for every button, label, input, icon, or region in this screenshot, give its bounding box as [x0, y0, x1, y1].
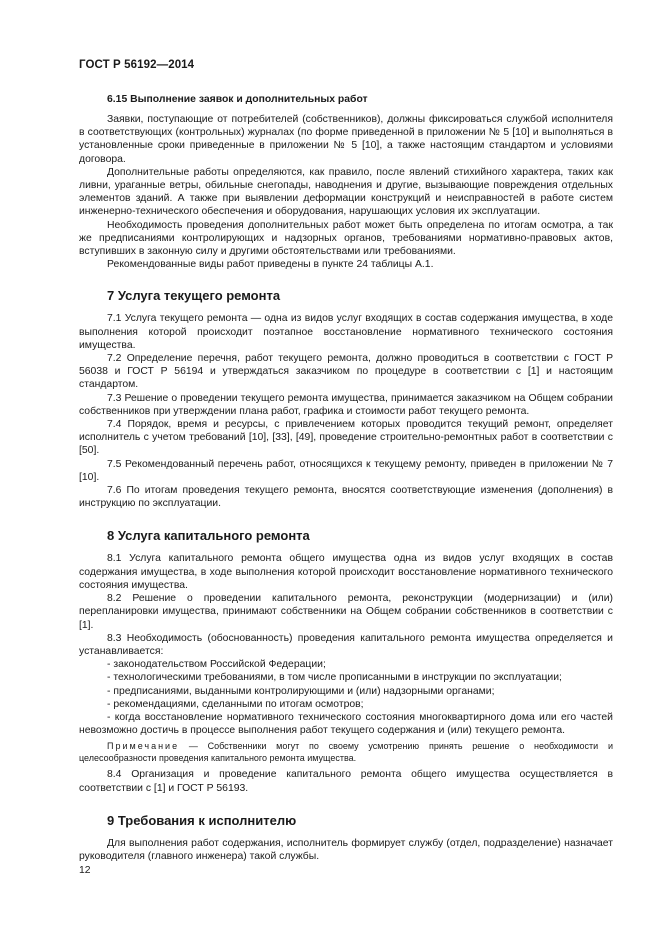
note-label: Примечание [107, 741, 180, 752]
paragraph: 7.4 Порядок, время и ресурсы, с привлечением которых проводится текущий ремонт, определяет исполнитель с учетом требований [10], [33], [49], проведение строительно-ремонтных работ в соответствии с [50]. [79, 419, 613, 457]
paragraph: 8.2 Решение о проведении капитального ремонта, реконструкции (модернизации) и (или) перепланировки имущества, принимают собственники на Общем собрании собственников в соответствии с [1]. [79, 593, 613, 631]
paragraph: Заявки, поступающие от потребителей (собственников), должны фиксироваться службой исполнителя в соответствующих (контрольных) журналах (по форме приведенной в приложении № 5 [10] и выполняться в установленные сроки приведенные в приложении № 5 [10], а также настоящим стандартом и условиями договора. [79, 114, 613, 165]
list-item: - предписаниями, выданными контролирующими и (или) надзорными органами; [107, 685, 495, 697]
list-item: - законодательством Российской Федерации; [107, 659, 326, 671]
paragraph: 8.3 Необходимость (обоснованность) проведения капитального ремонта имущества определяется и устанавливается: [79, 632, 613, 657]
paragraph: Необходимость проведения дополнительных работ может быть определена по итогам осмотра, а так же предписаниями контролирующих и надзорных органов, требованиями нормативно-правовых актов, вступивших в законную силу и другими обстоятельствами или требованиями. [79, 219, 613, 258]
paragraph: 8.4 Организация и проведение капитального ремонта общего имущества осуществляется в соответствии с [1] и ГОСТ Р 56193. [79, 769, 613, 794]
paragraph: 7.5 Рекомендованный перечень работ, относящихся к текущему ремонту, приведен в приложении № 7 [10]. [79, 458, 613, 483]
section-8-heading: 8 Услуга капитального ремонта [107, 528, 310, 544]
section-7-heading: 7 Услуга текущего ремонта [107, 288, 281, 304]
paragraph: 7.3 Решение о проведении текущего ремонта имущества, принимается заказчиком на Общем собрании собственников при утверждении плана работ, графика и стоимости работ текущего ремонта. [79, 392, 613, 417]
section-9-heading: 9 Требования к исполнителю [107, 812, 297, 828]
list-item: - рекомендациями, сделанными по итогам осмотров; [107, 698, 364, 710]
paragraph: 7.6 По итогам проведения текущего ремонта, вносятся соответствующие изменения (дополнения) в инструкцию по эксплуатации. [79, 485, 613, 510]
page-number: 12 [79, 865, 91, 876]
list-item: - технологическими требованиями, в том числе прописанными в инструкции по эксплуатации; [107, 672, 562, 684]
document-body [79, 93, 613, 863]
section-6-15-heading: 6.15 Выполнение заявок и дополнительных работ [107, 94, 368, 105]
note [79, 740, 613, 764]
paragraph: Рекомендованные виды работ приведены в пункте 24 таблицы А.1. [107, 259, 434, 271]
paragraph: 7.2 Определение перечня, работ текущего ремонта, должно проводиться в соответствии с ГОСТ Р 56038 и ГОСТ Р 56194 и утверждаться заказчиком по процедуре в соответствии с [1] и настоящим стандартом. [79, 353, 613, 391]
paragraph: Дополнительные работы определяются, как правило, после явлений стихийного характера, таких как ливни, ураганные ветры, обильные снегопады, наводнения и другие, вызывающие повреждения отдельных элементов зданий. А также при выявлении деформации конструкций и неисправностей в работе систем инженерно-технического обеспечения и оборудования, нарушающих условия их эксплуатации. [79, 166, 613, 218]
paragraph: Для выполнения работ содержания, исполнитель формирует службу (отдел, подразделение) назначает руководителя (главного инженера) такой службы. [79, 837, 613, 862]
paragraph: 8.1 Услуга капитального ремонта общего имущества одна из видов услуг входящих в состав содержания имущества, в ходе выполнения которой происходит восстановление нормативного технического состояния имущества. [79, 553, 613, 591]
document-header: ГОСТ Р 56192—2014 [79, 59, 195, 71]
list-item: - когда восстановление нормативного технического состояния многоквартирного дома или его частей невозможно достичь в процессе выполнения работ текущего содержания и (или) текущего ремонта. [79, 711, 613, 737]
paragraph: 7.1 Услуга текущего ремонта — одна из видов услуг входящих в состав содержания имущества, в ходе выполнения которой происходит поэтапное восстановление нормативного технического состояния имущества. [79, 313, 613, 351]
note-text: — Собственники могут по своему усмотрению принять решение о необходимости и целесообразности проведения капитального ремонта имущества. [79, 741, 613, 764]
